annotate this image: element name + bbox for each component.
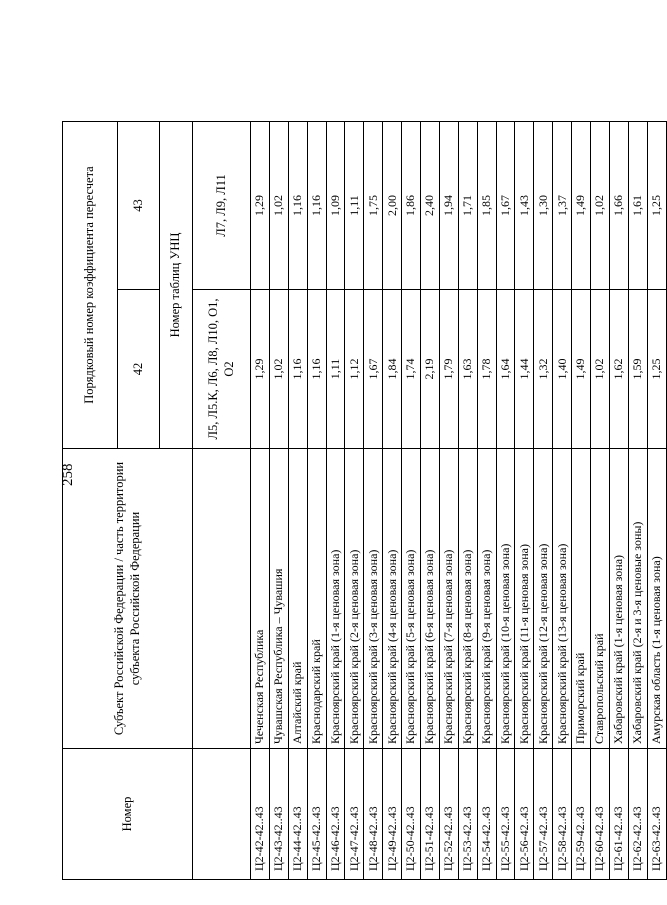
row-subject: Ставропольский край (591, 449, 610, 749)
row-subject: Чувашская Республика – Чувашия (269, 449, 288, 749)
row-value-43: 2,00 (383, 121, 402, 289)
table-row (421, 121, 440, 879)
table-row (269, 121, 288, 879)
table-row (609, 121, 628, 879)
header-empty-subject (193, 449, 251, 749)
row-code: Ц2-45-42..43 (307, 749, 326, 880)
row-value-43: 1,37 (553, 121, 572, 289)
table-row (458, 121, 477, 879)
row-subject: Алтайский край (288, 449, 307, 749)
page-number: 258 (60, 463, 76, 486)
row-value-43: 1,75 (364, 121, 383, 289)
header-col-42: 42 (118, 290, 160, 449)
table-row (496, 121, 515, 879)
row-subject: Красноярский край (5-я ценовая зона) (402, 449, 421, 749)
header-col-43: 43 (118, 121, 160, 289)
row-value-43: 1,16 (288, 121, 307, 289)
row-value-42: 1,16 (288, 290, 307, 449)
row-code: Ц2-59-42..43 (572, 749, 591, 880)
table-body (251, 121, 667, 879)
row-value-42: 1,12 (345, 290, 364, 449)
row-value-42: 1,67 (364, 290, 383, 449)
row-value-43: 1,66 (609, 121, 628, 289)
row-value-43: 1,09 (326, 121, 345, 289)
table-row (647, 121, 666, 879)
row-value-42: 1,02 (269, 290, 288, 449)
row-subject: Приморский край (572, 449, 591, 749)
row-value-42: 1,79 (439, 290, 458, 449)
header-number: Номер (63, 749, 193, 880)
row-code: Ц2-51-42..43 (421, 749, 440, 880)
row-value-43: 1,11 (345, 121, 364, 289)
row-code: Ц2-60-42..43 (591, 749, 610, 880)
row-value-43: 1,86 (402, 121, 421, 289)
row-code: Ц2-46-42..43 (326, 749, 345, 880)
row-code: Ц2-62-42..43 (628, 749, 647, 880)
row-subject: Краснодарский край (307, 449, 326, 749)
row-subject: Красноярский край (10-я ценовая зона) (496, 449, 515, 749)
row-subject: Красноярский край (12-я ценовая зона) (534, 449, 553, 749)
table-row (326, 121, 345, 879)
row-code: Ц2-44-42..43 (288, 749, 307, 880)
row-subject: Красноярский край (4-я ценовая зона) (383, 449, 402, 749)
row-code: Ц2-54-42..43 (477, 749, 496, 880)
row-value-42: 1,63 (458, 290, 477, 449)
row-value-42: 1,02 (591, 290, 610, 449)
table-row (515, 121, 534, 879)
table-row (251, 121, 270, 879)
table-row (364, 121, 383, 879)
row-value-42: 1,25 (647, 290, 666, 449)
table-row (572, 121, 591, 879)
row-value-43: 1,71 (458, 121, 477, 289)
row-code: Ц2-58-42..43 (553, 749, 572, 880)
table-row (345, 121, 364, 879)
header-subject: Субъект Российской Федерации / часть территории субъекта Российской Федерации (63, 449, 193, 749)
row-code: Ц2-56-42..43 (515, 749, 534, 880)
row-value-42: 1,40 (553, 290, 572, 449)
header-tables-43: Л7, Л9, Л11 (193, 121, 251, 289)
row-value-43: 1,67 (496, 121, 515, 289)
row-subject: Красноярский край (13-я ценовая зона) (553, 449, 572, 749)
table-row (534, 121, 553, 879)
row-value-43: 1,85 (477, 121, 496, 289)
table-row (591, 121, 610, 879)
table-row (553, 121, 572, 879)
row-value-43: 1,25 (647, 121, 666, 289)
row-subject: Амурская область (1-я ценовая зона) (647, 449, 666, 749)
row-value-43: 1,02 (591, 121, 610, 289)
row-subject: Чеченская Республика (251, 449, 270, 749)
table-row (307, 121, 326, 879)
row-value-43: 2,40 (421, 121, 440, 289)
row-value-43: 1,16 (307, 121, 326, 289)
row-value-42: 1,32 (534, 290, 553, 449)
row-code: Ц2-63-42..43 (647, 749, 666, 880)
row-value-42: 1,44 (515, 290, 534, 449)
row-value-42: 1,78 (477, 290, 496, 449)
row-code: Ц2-53-42..43 (458, 749, 477, 880)
row-subject: Красноярский край (11-я ценовая зона) (515, 449, 534, 749)
row-value-43: 1,02 (269, 121, 288, 289)
table-row (288, 121, 307, 879)
row-subject: Красноярский край (1-я ценовая зона) (326, 449, 345, 749)
row-subject: Хабаровский край (1-я ценовая зона) (609, 449, 628, 749)
table-row (439, 121, 458, 879)
row-value-42: 2,19 (421, 290, 440, 449)
row-value-42: 1,64 (496, 290, 515, 449)
row-subject: Красноярский край (6-я ценовая зона) (421, 449, 440, 749)
row-subject: Красноярский край (2-я ценовая зона) (345, 449, 364, 749)
row-subject: Красноярский край (8-я ценовая зона) (458, 449, 477, 749)
row-subject: Хабаровский край (2-я и 3-я ценовые зоны) (628, 449, 647, 749)
table-row (383, 121, 402, 879)
row-code: Ц2-42-42..43 (251, 749, 270, 880)
header-empty-number (193, 749, 251, 880)
row-value-42: 1,16 (307, 290, 326, 449)
table-row (628, 121, 647, 879)
row-value-42: 1,29 (251, 290, 270, 449)
row-value-42: 1,74 (402, 290, 421, 449)
row-value-43: 1,30 (534, 121, 553, 289)
row-code: Ц2-52-42..43 (439, 749, 458, 880)
row-code: Ц2-61-42..43 (609, 749, 628, 880)
row-value-43: 1,29 (251, 121, 270, 289)
row-value-43: 1,61 (628, 121, 647, 289)
row-value-42: 1,84 (383, 290, 402, 449)
row-value-42: 1,49 (572, 290, 591, 449)
row-value-43: 1,43 (515, 121, 534, 289)
table-row (402, 121, 421, 879)
row-value-43: 1,94 (439, 121, 458, 289)
row-subject: Красноярский край (3-я ценовая зона) (364, 449, 383, 749)
row-code: Ц2-50-42..43 (402, 749, 421, 880)
coefficient-table-rotated (62, 122, 664, 880)
row-value-42: 1,62 (609, 290, 628, 449)
row-subject: Красноярский край (9-я ценовая зона) (477, 449, 496, 749)
header-order-number: Порядковый номер коэффициента пересчета (63, 121, 118, 448)
row-value-42: 1,59 (628, 290, 647, 449)
row-code: Ц2-55-42..43 (496, 749, 515, 880)
row-value-43: 1,49 (572, 121, 591, 289)
header-table-numbers: Номер таблиц УНЦ (160, 121, 193, 448)
coefficient-table (62, 121, 667, 880)
row-code: Ц2-47-42..43 (345, 749, 364, 880)
header-tables-42: Л5, Л5.К, Л6, Л8, Л10, О1, О2 (193, 290, 251, 449)
row-subject: Красноярский край (7-я ценовая зона) (439, 449, 458, 749)
row-code: Ц2-49-42..43 (383, 749, 402, 880)
row-value-42: 1,11 (326, 290, 345, 449)
row-code: Ц2-57-42..43 (534, 749, 553, 880)
table-row (477, 121, 496, 879)
row-code: Ц2-48-42..43 (364, 749, 383, 880)
row-code: Ц2-43-42..43 (269, 749, 288, 880)
